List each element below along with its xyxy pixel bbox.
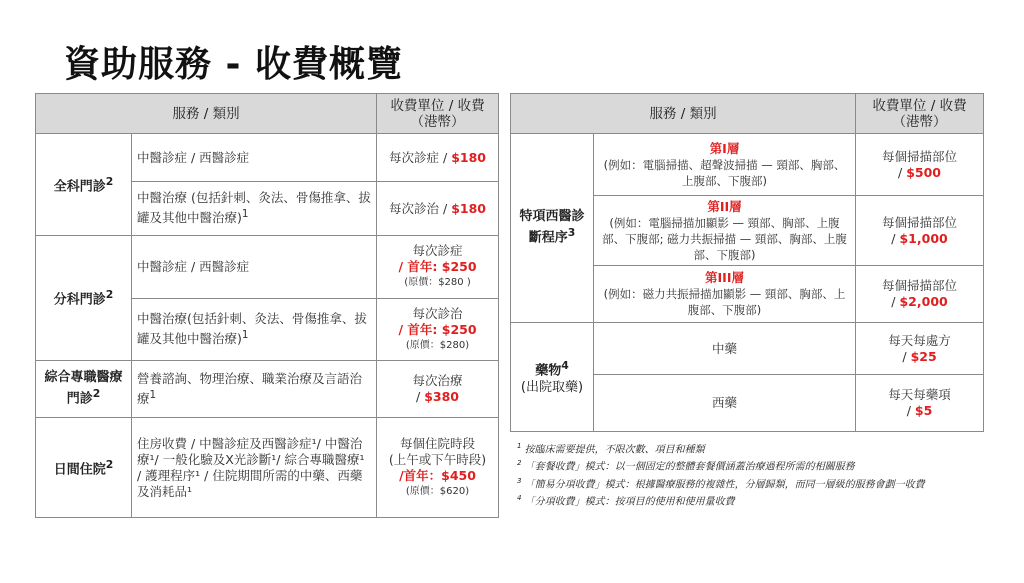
fee-gp-consultation: 每次診症 / $180 [377, 134, 499, 182]
fee-drug-western: 每天每藥項 / $5 [856, 375, 984, 432]
service-gp-consultation: 中醫診症 / 西醫診症 [132, 134, 377, 182]
header-service: 服務 / 類別 [36, 94, 377, 134]
fee-sp-treatment: 每次診治 / 首年: $250 (原價：$280) [377, 299, 499, 361]
imaging-tier-1: 第I層 (例如：電腦掃描、超聲波掃描 — 頸部、胸部、上腹部、下腹部) [594, 134, 856, 196]
fee-allied-health: 每次治療 / $380 [377, 361, 499, 418]
fee-table-left [35, 93, 499, 518]
footnotes [517, 440, 937, 509]
imaging-tier-2: 第II層 (例如：電腦掃描加顯影 — 頸部、胸部、上腹部、下腹部; 磁力共振掃描 — 頸部、胸部、上腹部、下腹部) [594, 196, 856, 266]
fee-imaging-tier-2: 每個掃描部位 / $1,000 [856, 196, 984, 266]
imaging-tier-3: 第III層 (例如：磁力共振掃描加顯影 — 頸部、胸部、上腹部、下腹部) [594, 266, 856, 323]
footnote-1: $^1$ 按臨床需要提供，不限次數、項目和種類 [517, 442, 705, 456]
header-fee: 收費單位 / 收費 （港幣） [856, 94, 984, 134]
fee-sp-consultation: 每次診症 / 首年: $250 (原價：$280 ) [377, 236, 499, 299]
service-day-hospital: 住房收費 / 中醫診症及西醫診症¹/ 中醫治療¹/ 一般化驗及X光診斷¹/ 綜合專職醫療¹ / 護理程序¹ / 住院期間所需的中藥、西藥及消耗品¹ [132, 418, 377, 518]
service-gp-treatment: 中醫治療 (包括針刺、灸法、骨傷推拿、拔罐及其他中醫治療)$^1$ [132, 182, 377, 236]
fee-gp-treatment: 每次診治 / $180 [377, 182, 499, 236]
header-service: 服務 / 類別 [511, 94, 856, 134]
service-sp-consultation: 中醫診症 / 西醫診症 [132, 236, 377, 299]
footnote-3: $^3$ 「簡易分項收費」模式：根據醫療服務的複雜性，分層歸類，而同一層級的服務會劃一收費 [517, 476, 925, 490]
footnote-4: $^4$ 「分項收費」模式：按項目的使用和使用量收費 [517, 493, 735, 508]
drug-chinese: 中藥 [594, 323, 856, 375]
category-general-outpatient: 全科門診$^2$ [36, 134, 132, 236]
footnote-2: $^2$ 「套餐收費」模式：以一個固定的整體套餐價涵蓋治療過程所需的相關服務 [517, 459, 855, 473]
header-fee: 收費單位 / 收費 （港幣） [377, 94, 499, 134]
service-sp-treatment: 中醫治療(包括針刺、灸法、骨傷推拿、拔罐及其他中醫治療)$^1$ [132, 299, 377, 361]
service-allied-health: 營養諮詢、物理治療、職業治療及言語治療$^1$ [132, 361, 377, 418]
page-title: 資助服務 - 收費概覽 [64, 44, 404, 85]
category-allied-health: 綜合專職醫療門診$^2$ [36, 361, 132, 418]
fee-drug-chinese: 每天每處方 / $25 [856, 323, 984, 375]
fee-day-hospital: 每個住院時段 (上午或下午時段) /首年：$450 (原價：$620) [377, 418, 499, 518]
category-imaging: 特項西醫診斷程序$^3$ [511, 134, 594, 323]
category-specialist-outpatient: 分科門診$^2$ [36, 236, 132, 361]
fee-imaging-tier-1: 每個掃描部位 / $500 [856, 134, 984, 196]
drug-western: 西藥 [594, 375, 856, 432]
fee-imaging-tier-3: 每個掃描部位 / $2,000 [856, 266, 984, 323]
category-day-hospital: 日間住院$^2$ [36, 418, 132, 518]
fee-table-right [510, 93, 984, 432]
category-drugs: 藥物$^4$ (出院取藥) [511, 323, 594, 432]
